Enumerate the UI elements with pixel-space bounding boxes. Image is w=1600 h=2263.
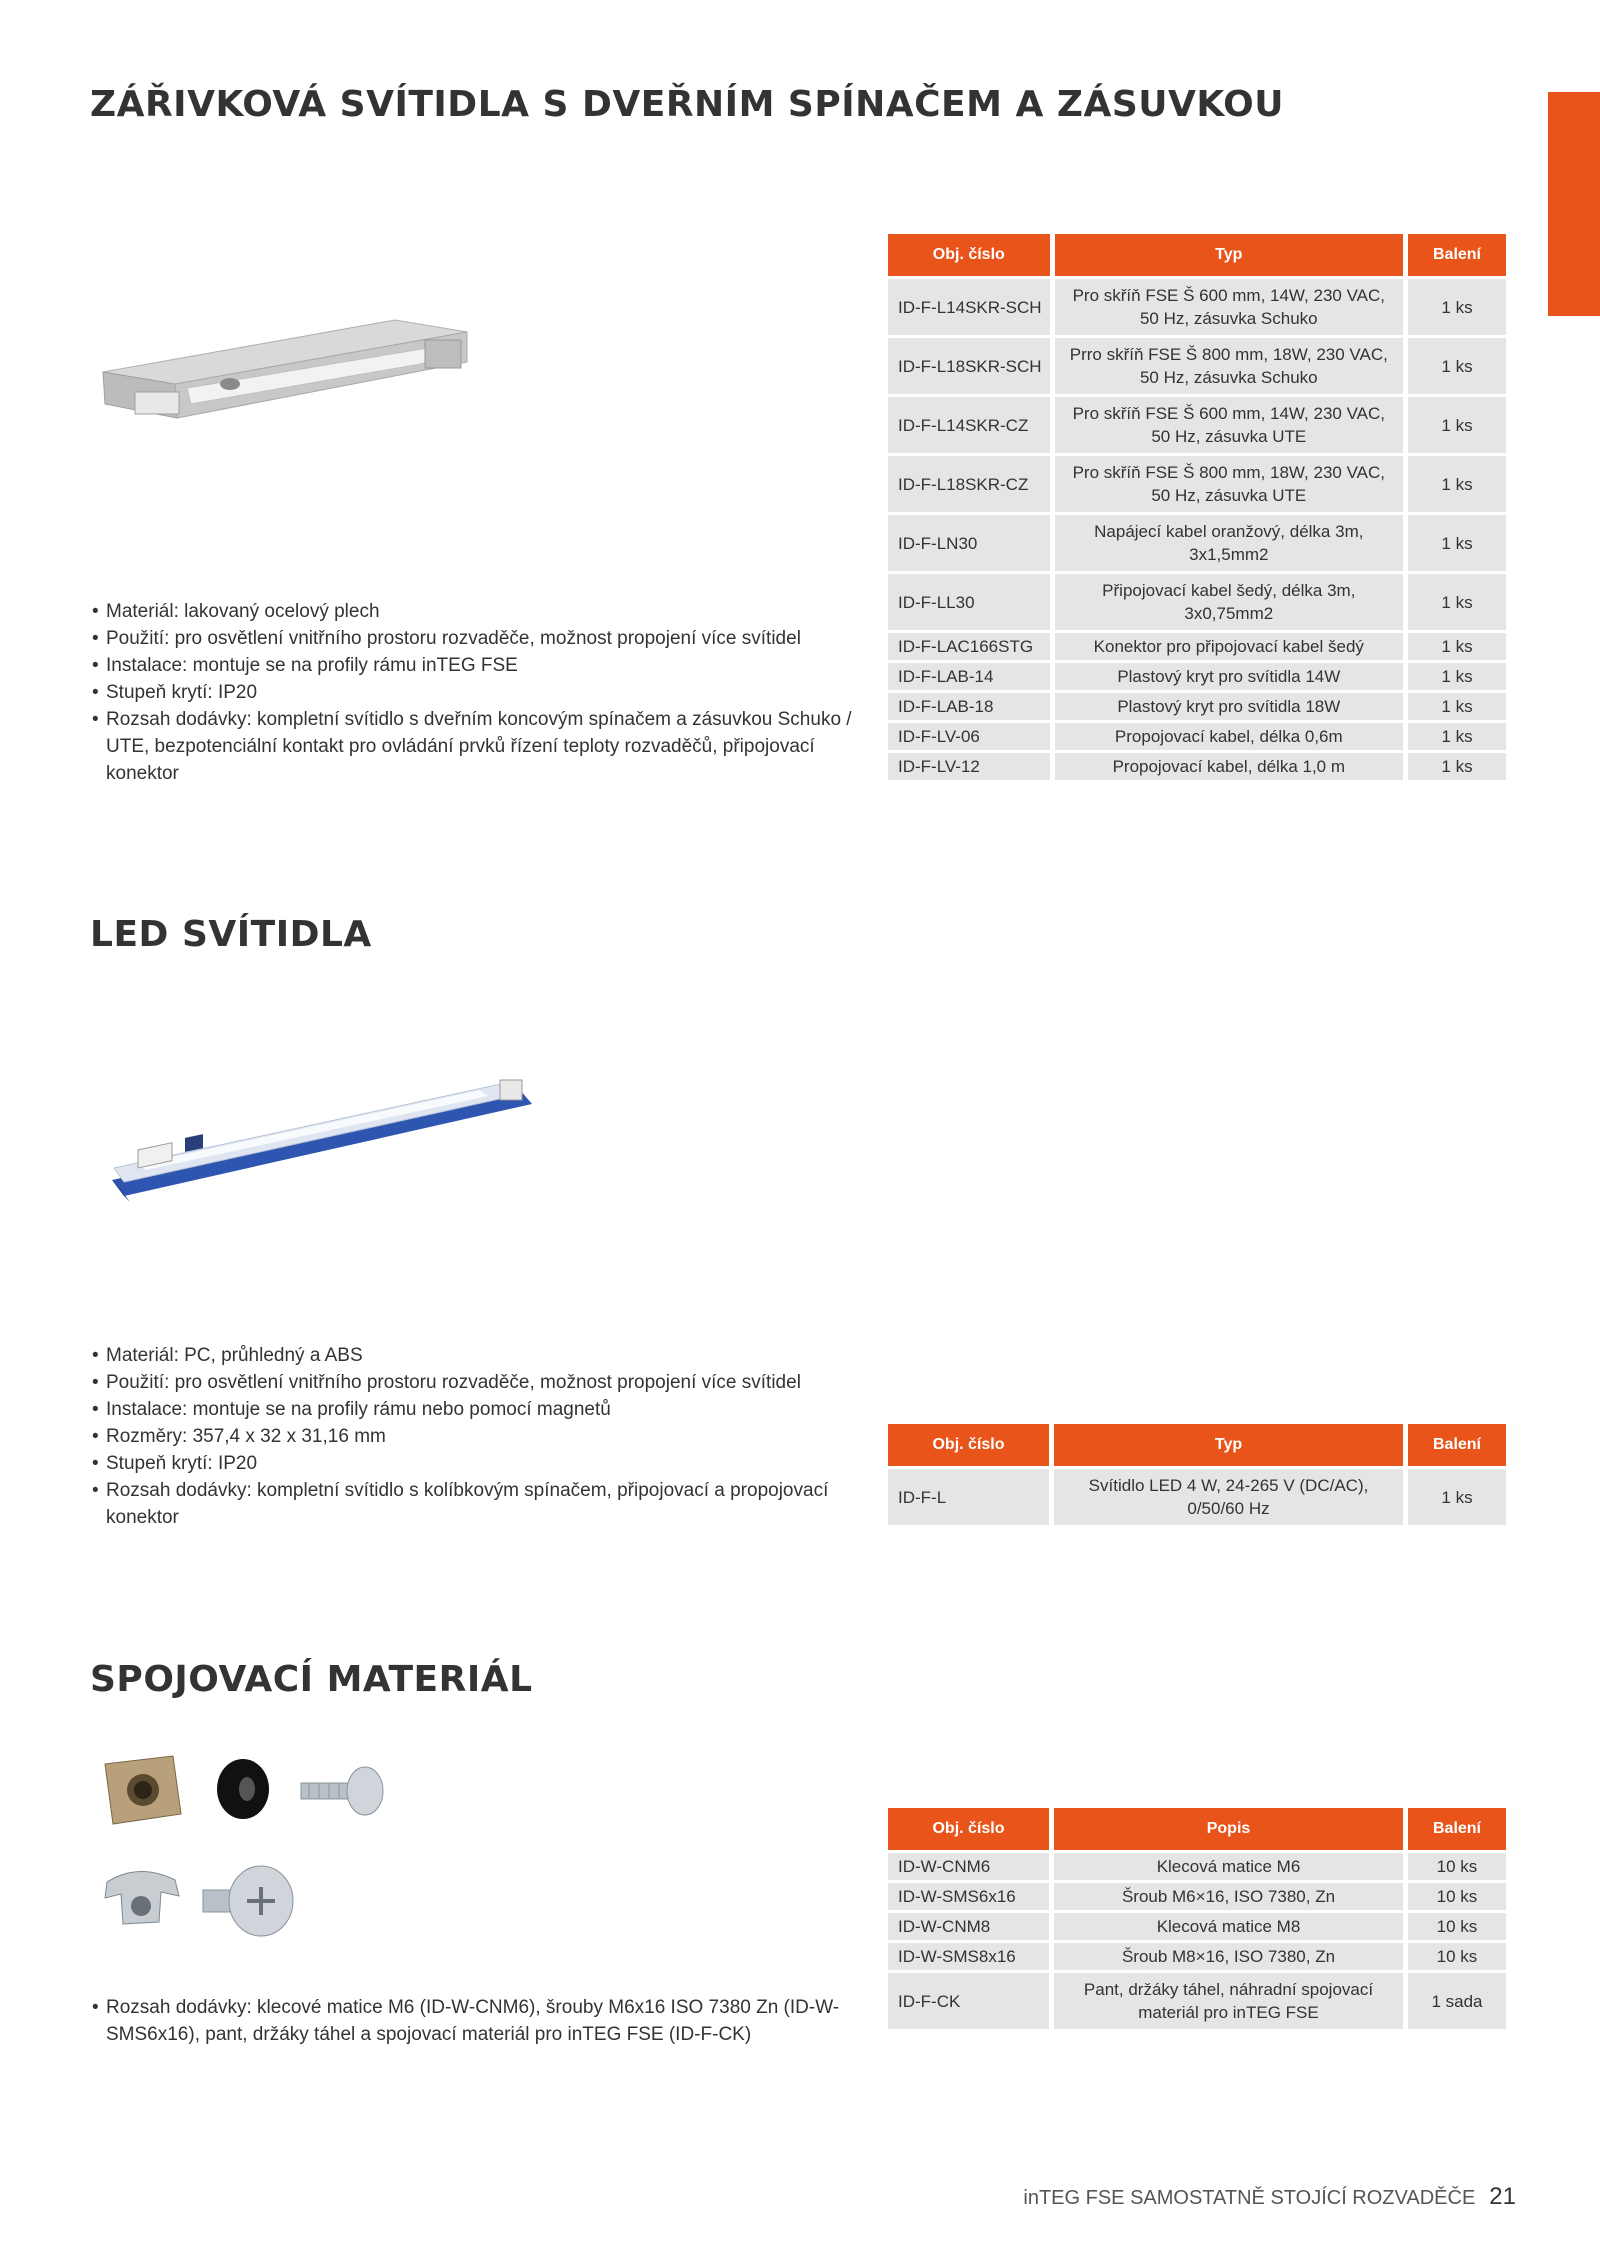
feature-material: • Materiál: PC, průhledný a ABS	[92, 1342, 852, 1369]
rubber-washer-image	[213, 1754, 273, 1824]
table-row: ID-F-L Svítidlo LED 4 W, 24-265 V (DC/AC), 0/50/60 Hz 1 ks	[888, 1469, 1506, 1525]
fasteners-spec-table	[883, 1805, 1511, 2032]
table-row: ID-F-L18SKR-SCH Prro skříň FSE Š 800 mm, 18W, 230 VAC, 50 Hz, zásuvka Schuko 1 ks	[888, 338, 1506, 394]
feature-protection: • Stupeň krytí: IP20	[92, 1450, 852, 1477]
screw-m6-image	[297, 1764, 387, 1818]
table-row: ID-F-CK Pant, držáky táhel, náhradní spojovací materiál pro inTEG FSE 1 sada	[888, 1973, 1506, 2029]
led-features-list	[92, 1342, 852, 1531]
feature-installation: • Instalace: montuje se na profily rámu nebo pomocí magnetů	[92, 1396, 852, 1423]
feature-scope: • Rozsah dodávky: kompletní svítidlo s kolíbkovým spínačem, připojovací a propojovací konektor	[92, 1477, 852, 1531]
footer-title: inTEG FSE SAMOSTATNĚ STOJÍCÍ ROZVADĚČE	[1023, 2187, 1476, 2209]
header-packaging: Balení	[1408, 1808, 1506, 1850]
table-row: ID-F-LN30 Napájecí kabel oranžový, délka 3m, 3x1,5mm2 1 ks	[888, 515, 1506, 571]
table-row: ID-W-SMS8x16 Šroub M8×16, ISO 7380, Zn 10 ks	[888, 1943, 1506, 1970]
feature-usage: • Použití: pro osvětlení vnitřního prostoru rozvaděče, možnost propojení více svítidel	[92, 1369, 852, 1396]
fasteners-image-group	[95, 1750, 395, 1950]
table-row: ID-F-L18SKR-CZ Pro skříň FSE Š 800 mm, 18W, 230 VAC, 50 Hz, zásuvka UTE 1 ks	[888, 456, 1506, 512]
page-footer	[1023, 2183, 1516, 2211]
feature-protection: • Stupeň krytí: IP20	[92, 679, 852, 706]
header-type: Typ	[1054, 1424, 1403, 1466]
feature-scope: • Rozsah dodávky: klecové matice M6 (ID-W-CNM6), šrouby M6x16 ISO 7380 Zn (ID-W-SMS6x16), pant, držáky táhel a spojovací materiál pro inTEG FSE (ID-F-CK)	[92, 1994, 852, 2048]
feature-scope: • Rozsah dodávky: kompletní svítidlo s dveřním koncovým spínačem a zásuvkou Schuko / UTE, bezpotenciální kontakt pro ovládání prvků řízení teploty rozvaděčů, připojovací konektor	[92, 706, 852, 787]
table-row: ID-W-CNM6 Klecová matice M6 10 ks	[888, 1853, 1506, 1880]
table-row: ID-F-L14SKR-SCH Pro skříň FSE Š 600 mm, 14W, 230 VAC, 50 Hz, zásuvka Schuko 1 ks	[888, 279, 1506, 335]
led-luminaire-image	[100, 1070, 540, 1210]
table-row: ID-F-LV-06 Propojovací kabel, délka 0,6m 1 ks	[888, 723, 1506, 750]
table-row: ID-F-LAB-14 Plastový kryt pro svítidla 14W 1 ks	[888, 663, 1506, 690]
table-row: ID-F-LV-12 Propojovací kabel, délka 1,0 m 1 ks	[888, 753, 1506, 780]
header-order-number: Obj. číslo	[888, 1424, 1049, 1466]
feature-material: • Materiál: lakovaný ocelový plech	[92, 598, 852, 625]
table-row: ID-F-LAC166STG Konektor pro připojovací kabel šedý 1 ks	[888, 633, 1506, 660]
header-description: Popis	[1054, 1808, 1403, 1850]
page-number: 21	[1489, 2183, 1516, 2210]
fasteners-features-list	[92, 1994, 852, 2048]
fluorescent-luminaire-image	[95, 300, 475, 450]
feature-installation: • Instalace: montuje se na profily rámu inTEG FSE	[92, 652, 852, 679]
table-row: ID-F-LL30 Připojovací kabel šedý, délka 3m, 3x0,75mm2 1 ks	[888, 574, 1506, 630]
table-row: ID-W-SMS6x16 Šroub M6×16, ISO 7380, Zn 10 ks	[888, 1883, 1506, 1910]
screw-m8-image	[199, 1862, 299, 1940]
section-title-fluorescent: ZÁŘIVKOVÁ SVÍTIDLA S DVEŘNÍM SPÍNAČEM A ZÁSUVKOU	[90, 84, 1284, 125]
table-row: ID-F-L14SKR-CZ Pro skříň FSE Š 600 mm, 14W, 230 VAC, 50 Hz, zásuvka UTE 1 ks	[888, 397, 1506, 453]
led-spec-table	[883, 1421, 1511, 1528]
header-order-number: Obj. číslo	[888, 1808, 1049, 1850]
fluorescent-spec-table	[883, 231, 1511, 783]
header-type: Typ	[1055, 234, 1403, 276]
header-packaging: Balení	[1408, 234, 1506, 276]
cage-nut-m8-image	[99, 1862, 189, 1938]
table-row: ID-W-CNM8 Klecová matice M8 10 ks	[888, 1913, 1506, 1940]
section-title-fasteners: SPOJOVACÍ MATERIÁL	[90, 1659, 533, 1700]
header-packaging: Balení	[1408, 1424, 1506, 1466]
table-row: ID-F-LAB-18 Plastový kryt pro svítidla 18W 1 ks	[888, 693, 1506, 720]
section-title-led: LED SVÍTIDLA	[90, 914, 372, 955]
fluorescent-features-list	[92, 598, 852, 787]
section-tab-marker	[1548, 92, 1600, 316]
header-order-number: Obj. číslo	[888, 234, 1050, 276]
feature-usage: • Použití: pro osvětlení vnitřního prostoru rozvaděče, možnost propojení více svítidel	[92, 625, 852, 652]
feature-dimensions: • Rozměry: 357,4 x 32 x 31,16 mm	[92, 1423, 852, 1450]
cage-nut-m6-image	[95, 1750, 190, 1830]
